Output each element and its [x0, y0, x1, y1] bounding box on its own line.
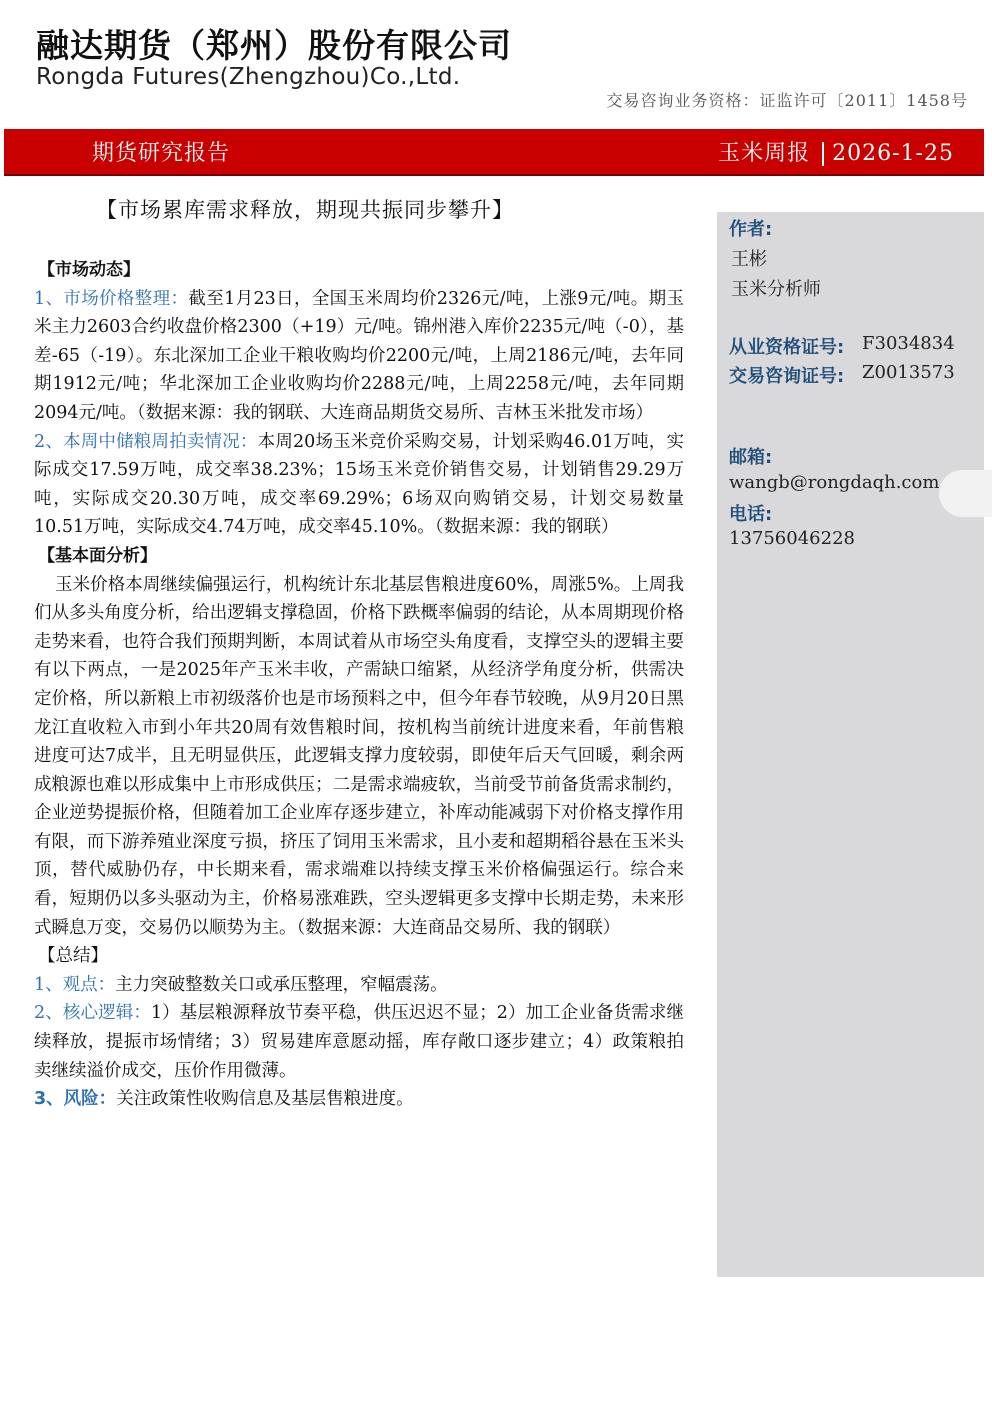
phone-value: 13756046228 — [729, 528, 855, 549]
report-type: 期货研究报告 — [92, 141, 231, 166]
cert-value: F3034834 — [862, 333, 955, 354]
company-name-cn: 融达期货（郑州）股份有限公司 — [36, 26, 512, 65]
email-label: 邮箱: — [729, 447, 773, 468]
report-content — [34, 256, 684, 1114]
report-headline: 【市场累库需求释放，期现共振同步攀升】 — [96, 198, 514, 222]
report-banner — [4, 129, 984, 176]
market-item-1 — [34, 285, 684, 428]
market-item-1-text: 截至1月23日，全国玉米周均价2326元/吨，上涨9元/吨。期玉米主力2603合约收盘价格2300（+19）元/吨。锦州港入库价2235元/吨（-0），基差-65（-19）。东北深加工企业干粮收购均价2200元/吨，上周2186元/吨，去年同期1912元/吨；华北深加工企业收购均价2288元/吨，上周2258元/吨，去年同期2094元/吨。（数据来源：我的钢联、大连商品期货交易所、吉林玉米批发市场） — [34, 288, 684, 423]
summary-item-2-label: 2、核心逻辑： — [34, 1003, 151, 1024]
summary-item-3 — [34, 1085, 684, 1114]
fundamental-section-title: 【基本面分析】 — [38, 545, 157, 566]
cert-label: 从业资格证号: — [729, 337, 845, 358]
summary-item-3-text: 关注政策性收购信息及基层售粮进度。 — [116, 1089, 414, 1110]
report-name-date — [718, 136, 954, 167]
summary-item-2-text: 1）基层粮源释放节奏平稳，供压迟迟不显；2）加工企业备货需求继续释放，提振市场情绪；3）贸易建库意愿动摇，库存敞口逐步建立；4）政策粮拍卖继续溢价成交，压价作用微薄。 — [34, 1003, 684, 1081]
email-value[interactable]: wangb@rongdaqh.com — [729, 472, 940, 493]
market-item-1-label: 1、市场价格整理： — [34, 288, 189, 309]
summary-item-1 — [34, 971, 684, 1000]
author-title: 玉米分析师 — [731, 279, 821, 300]
company-name-en: Rongda Futures(Zhengzhou)Co.,Ltd. — [36, 64, 461, 90]
phone-label: 电话: — [729, 504, 773, 525]
author-name: 王彬 — [731, 249, 767, 270]
consult-value: Z0013573 — [862, 362, 955, 383]
fundamental-text: 玉米价格本周继续偏强运行，机构统计东北基层售粮进度60%，周涨5%。上周我们从多头角度分析，给出逻辑支撑稳固，价格下跌概率偏弱的结论，从本周期现价格走势来看，也符合我们预期判断，本周试着从市场空头角度看，支撑空头的逻辑主要有以下两点，一是2025年产玉米丰收，产需缺口缩紧，从经济学角度分析，供需决定价格，所以新粮上市初级落价也是市场预料之中，但今年春节较晚，从9月20日黑龙江直收粒入市到小年共20周有效售粮时间，按机构当前统计进度来看，年前售粮进度可达7成半，且无明显供压，此逻辑支撑力度较弱，即使年后天气回暖，剩余两成粮源也难以形成集中上市形成供压；二是需求端疲软，当前受节前备货需求制约，企业逆势提振价格，但随着加工企业库存逐步建立，补库动能减弱下对价格支撑作用有限，而下游养殖业深度亏损，挤压了饲用玉米需求，且小麦和超期稻谷悬在玉米头顶，替代威胁仍存，中长期来看，需求端难以持续支撑玉米价格偏强运行。综合来看，短期仍以多头驱动为主，价格易涨难跌，空头逻辑更多支撑中长期走势，未来形式瞬息万变，交易仍以顺势为主。（数据来源：大连商品交易所、我的钢联） — [34, 574, 684, 938]
report-name: 玉米周报 — [718, 141, 811, 166]
author-sidebar — [717, 212, 984, 1277]
market-item-2-text: 本周20场玉米竞价采购交易，计划采购46.01万吨，实际成交17.59万吨，成交率38.23%；15场玉米竞价销售交易，计划销售29.29万吨，实际成交20.30万吨，成交率69.29%；6场双向购销交易，计划交易数量10.51万吨，实际成交4.74万吨，成交率45.10%。（数据来源：我的钢联） — [34, 431, 684, 538]
market-item-2-label: 2、本周中储粮周拍卖情况： — [34, 431, 258, 452]
summary-item-3-label: 3、风险： — [34, 1089, 117, 1110]
consult-label: 交易咨询证号: — [729, 366, 845, 387]
sidebar-decor-pill — [939, 470, 992, 517]
summary-item-1-text: 主力突破整数关口或承压整理，窄幅震荡。 — [115, 974, 448, 995]
summary-item-1-label: 1、观点： — [34, 974, 116, 995]
market-section-title: 【市场动态】 — [38, 260, 140, 280]
banner-separator — [822, 142, 824, 166]
license-info: 交易咨询业务资格：证监许可〔2011〕1458号 — [606, 91, 968, 110]
author-label: 作者: — [729, 219, 773, 240]
summary-item-2 — [34, 999, 684, 1085]
market-item-2 — [34, 428, 684, 542]
summary-section-title: 【总结】 — [38, 946, 108, 967]
report-date: 2026-1-25 — [832, 141, 954, 166]
